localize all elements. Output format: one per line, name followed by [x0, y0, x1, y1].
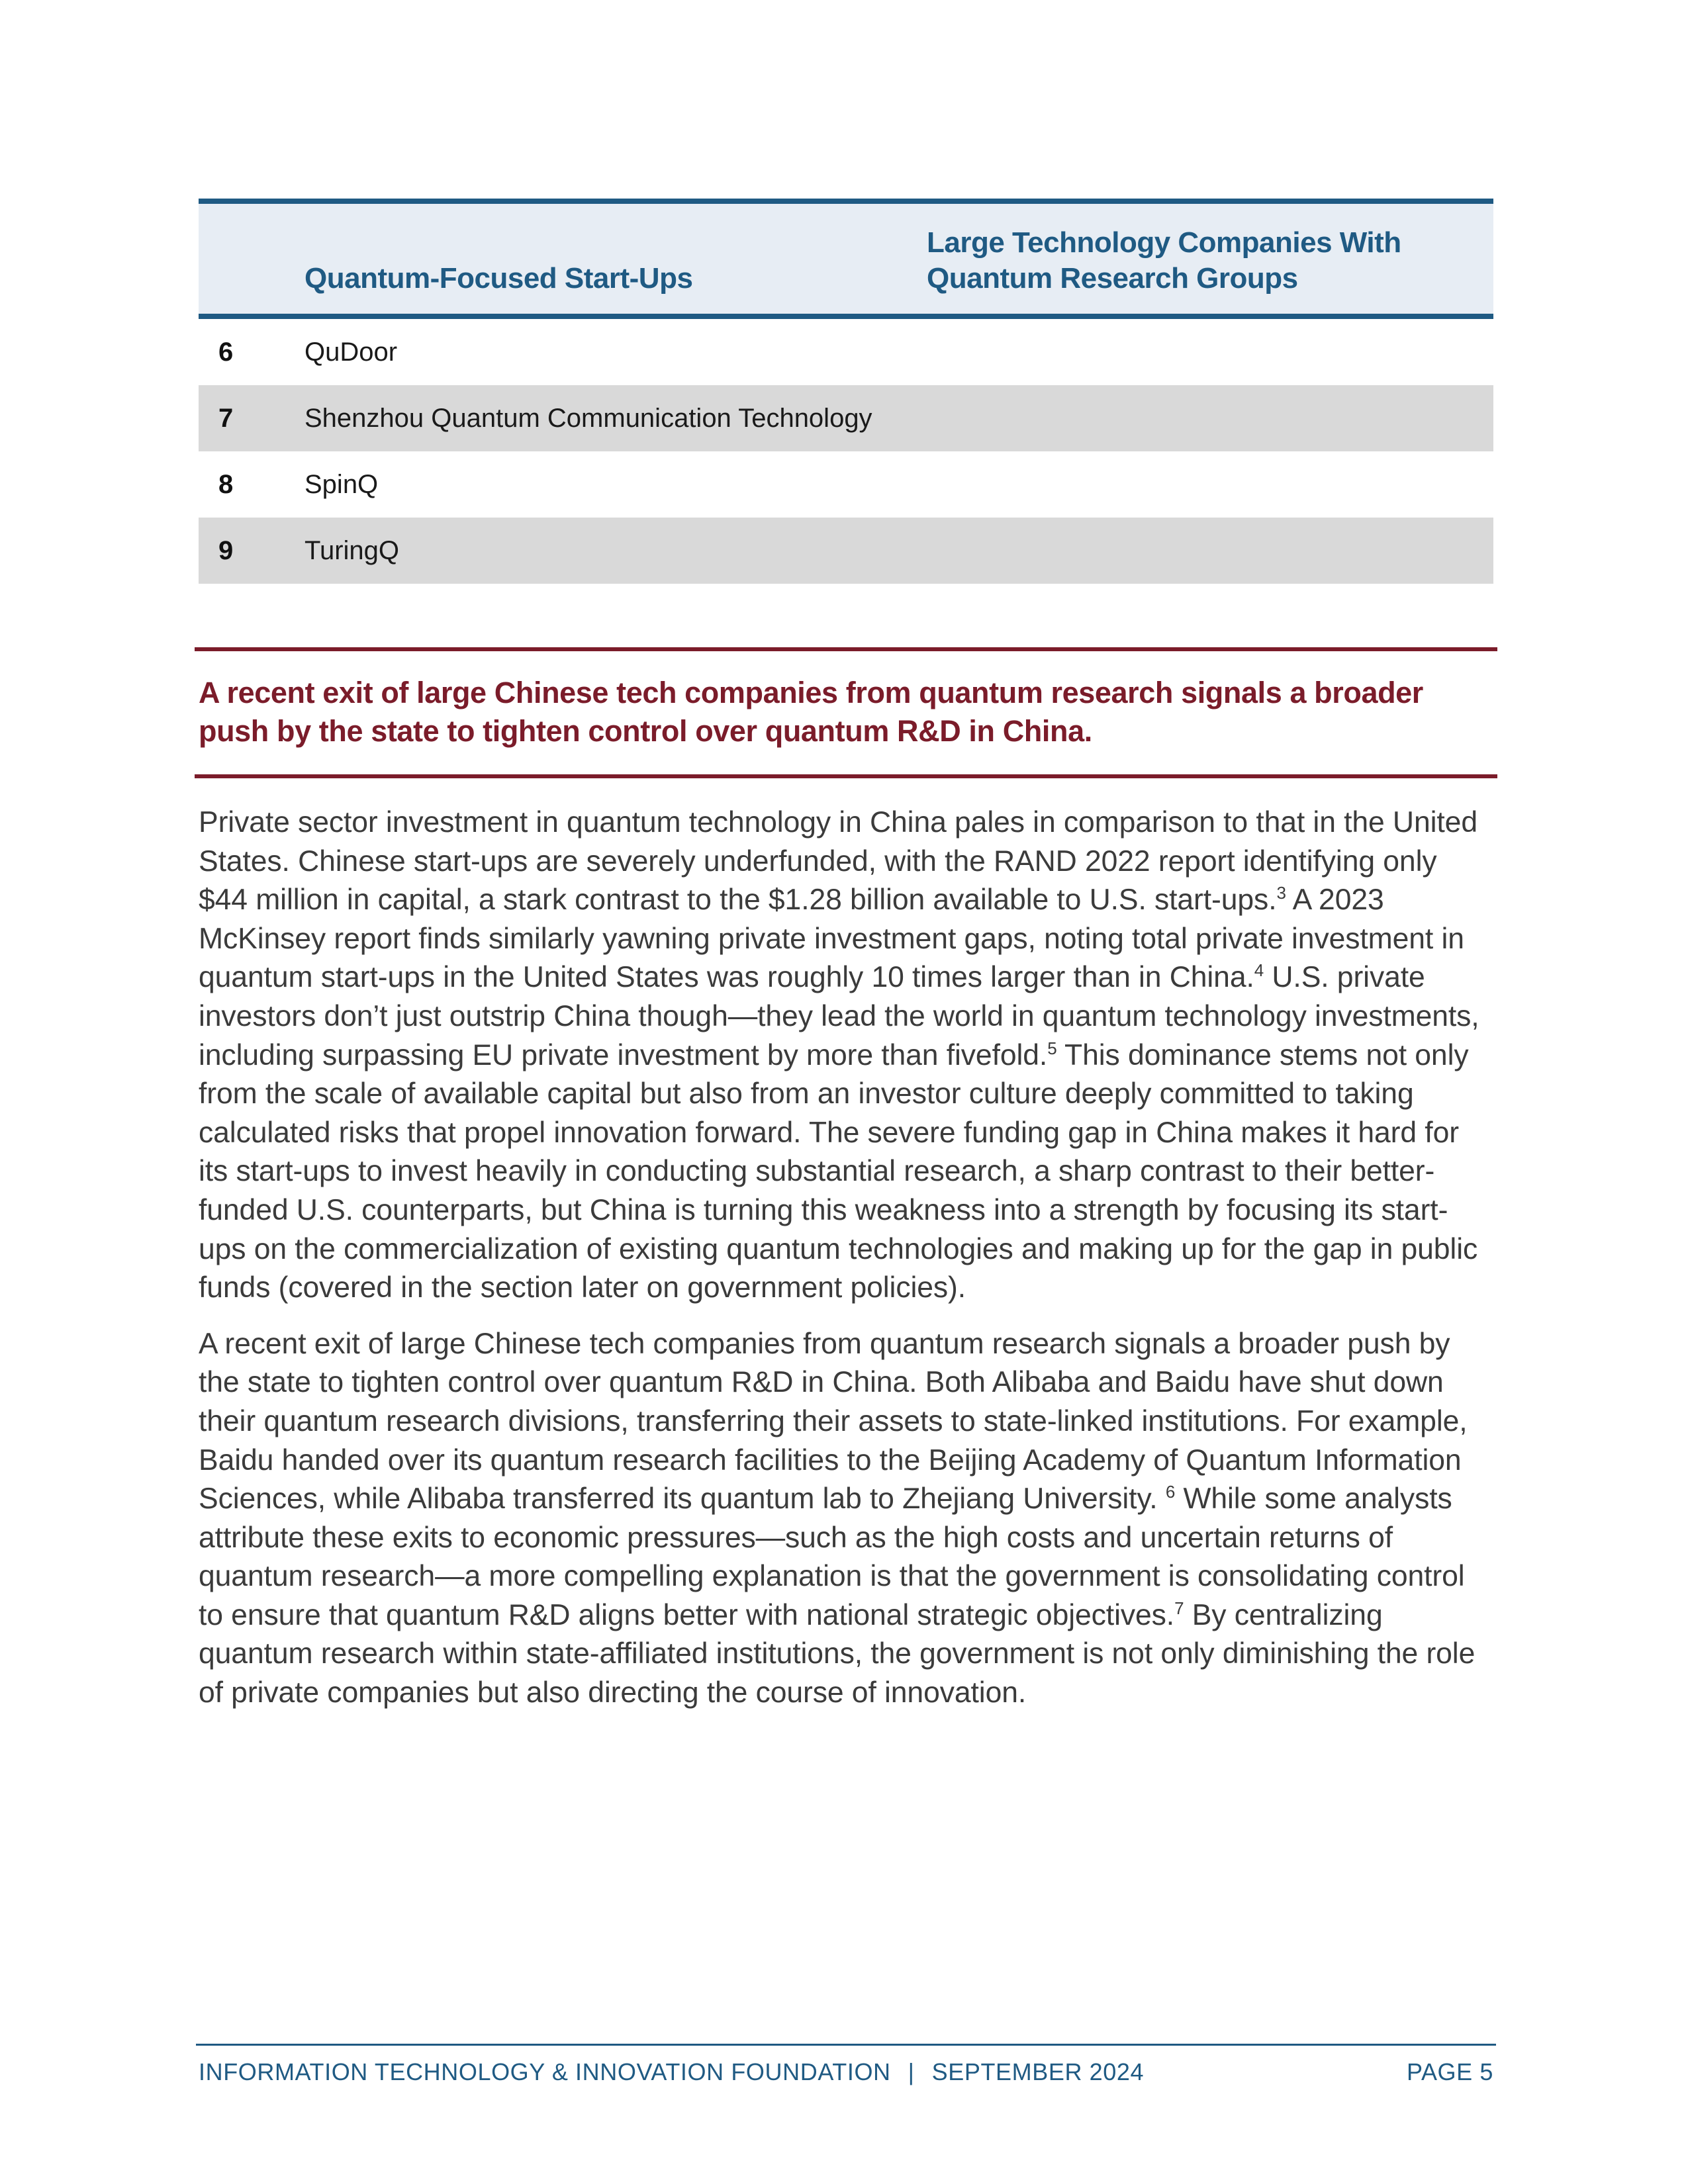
pull-quote-text: A recent exit of large Chinese tech companies from quantum research signals a broader push by the state to tighten control over quantum R&D in China.: [199, 676, 1423, 748]
header-large-companies-text: Large Technology Companies With Quantum Research Groups: [927, 226, 1401, 295]
footer-page-number: PAGE 5: [1407, 2058, 1493, 2085]
table-row: [199, 385, 1493, 451]
footnote-ref-4[interactable]: 4: [1254, 960, 1264, 981]
paragraph-1-part-b: A 2023 McKinsey report finds similarly yawning private investment gaps, noting total private investment in quantum start-ups in the United States was roughly 10 times larger than in China.: [199, 884, 1464, 994]
footnote-ref-7[interactable]: 7: [1174, 1598, 1184, 1619]
body-text: [199, 803, 1493, 1713]
table-row: [199, 316, 1493, 385]
header-large-companies: [927, 201, 1493, 316]
footer-rule: [196, 2044, 1496, 2046]
row-number: 6: [218, 337, 234, 367]
row-startup: Shenzhou Quantum Communication Technology: [305, 385, 927, 451]
footer-org: INFORMATION TECHNOLOGY & INNOVATION FOUNDATION: [199, 2058, 891, 2085]
header-number: [199, 201, 305, 316]
row-startup: QuDoor: [305, 337, 398, 367]
paragraph-2: [199, 1325, 1493, 1713]
paragraph-2-part-c: By centralizing quantum research within state-affiliated institutions, the government is not only diminishing the role of private companies but also directing the course of innovation.: [199, 1598, 1476, 1709]
paragraph-1-part-d: This dominance stems not only from the scale of available capital but also from an investor culture deeply committed to taking calculated risks that propel innovation forward. The severe funding gap in China makes it hard for its start-ups to invest heavily in conducting substantial research, a sharp contrast to their better-funded U.S. counterparts, but China is turning this weakness into a strength by focusing its start-ups on the commercialization of existing quantum technologies and making up for the gap in public funds (covered in the section later on government policies).: [199, 1038, 1478, 1304]
paragraph-2-part-b: While some analysts attribute these exits to economic pressures—such as the high costs and uncertain returns of quantum research—a more compelling explanation is that the government is consolidating control to ensure that quantum R&D aligns better with national strategic objectives.: [199, 1482, 1465, 1631]
pull-quote: [195, 647, 1497, 778]
footer-left: [199, 2058, 1144, 2086]
footer-separator: |: [908, 2058, 915, 2085]
page-content: [199, 199, 1493, 1730]
footnote-ref-6[interactable]: 6: [1165, 1482, 1176, 1502]
row-startup: TuringQ: [305, 518, 927, 584]
footer-date: SEPTEMBER 2024: [931, 2058, 1145, 2085]
footnote-ref-5[interactable]: 5: [1047, 1038, 1057, 1058]
header-startups: Quantum-Focused Start-Ups: [305, 201, 927, 316]
row-large-company: [927, 451, 1493, 518]
paragraph-1: [199, 803, 1493, 1308]
row-number: 8: [218, 469, 234, 499]
paragraph-1-part-c: U.S. private investors don’t just outstrip China though—they lead the world in quantum technology investments, including surpassing EU private investment by more than fivefold.: [199, 961, 1479, 1071]
startups-table: [199, 199, 1493, 584]
table-row: [199, 518, 1493, 584]
page-footer: [199, 2058, 1493, 2086]
paragraph-2-part-a: A recent exit of large Chinese tech companies from quantum research signals a broader push by the state to tighten control over quantum R&D in China. Both Alibaba and Baidu have shut down their quantum research divisions, transferring their assets to state-linked institutions. For example, Baidu handed over its quantum research facilities to the Beijing Academy of Quantum Information Sciences, while Alibaba transferred its quantum lab to Zhejiang University.: [199, 1327, 1468, 1516]
row-large-company: [927, 316, 1493, 385]
footnote-ref-3[interactable]: 3: [1276, 883, 1286, 903]
table-header: [199, 201, 1493, 316]
row-number: 9: [199, 518, 305, 584]
row-large-company: [927, 518, 1493, 584]
row-large-company: [927, 385, 1493, 451]
row-startup: SpinQ: [305, 469, 379, 499]
row-number: 7: [199, 385, 305, 451]
table-row: [199, 451, 1493, 518]
paragraph-1-part-a: Private sector investment in quantum technology in China pales in comparison to that in the United States. Chinese start-ups are severely underfunded, with the RAND 2022 report identifying only $44 million in capital, a stark contrast to the $1.28 billion available to U.S. start-ups.: [199, 806, 1477, 917]
